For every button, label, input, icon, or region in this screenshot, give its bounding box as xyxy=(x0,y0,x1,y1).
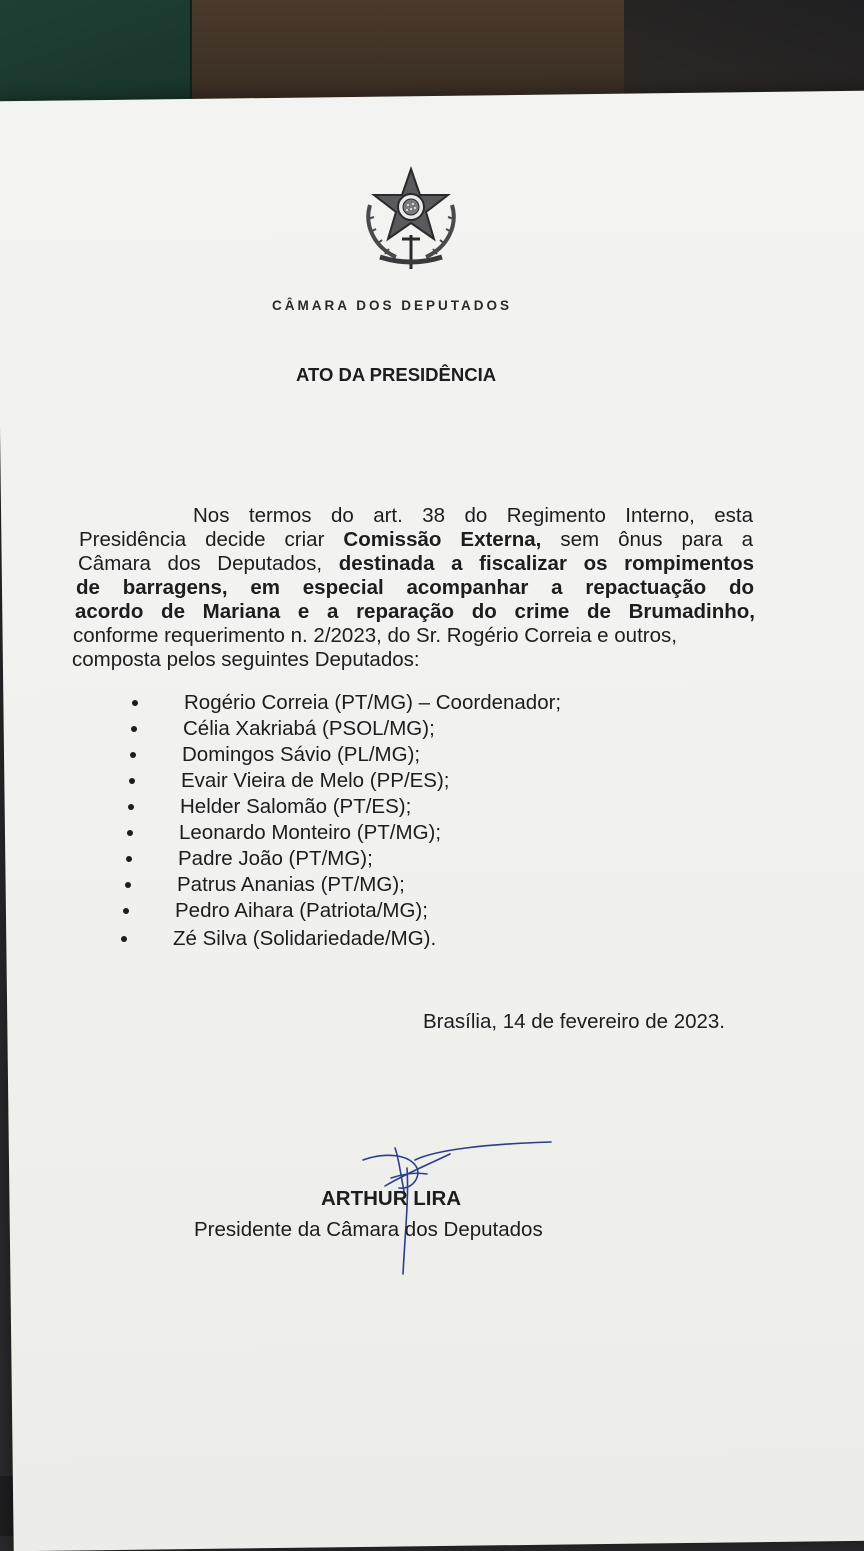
member-list-item: Pedro Aihara (Patriota/MG); xyxy=(175,899,428,923)
bullet-icon xyxy=(128,804,134,810)
member-list-item: Rogério Correia (PT/MG) – Coordenador; xyxy=(184,691,561,715)
member-list-item: Domingos Sávio (PL/MG); xyxy=(182,743,420,767)
member-list-item: Evair Vieira de Melo (PP/ES); xyxy=(181,769,450,793)
bullet-icon xyxy=(125,882,131,888)
member-list-item: Patrus Ananias (PT/MG); xyxy=(177,873,405,897)
paragraph-line-2: Presidência decide criar Comissão Externa, sem ônus para a xyxy=(79,528,753,551)
paragraph-line-5: acordo de Mariana e a reparação do crime de Brumadinho, xyxy=(75,600,755,623)
date-line: Brasília, 14 de fevereiro de 2023. xyxy=(423,1010,725,1033)
member-list-item: Helder Salomão (PT/ES); xyxy=(180,795,411,819)
paragraph-line-7: composta pelos seguintes Deputados: xyxy=(72,648,420,671)
act-title: ATO DA PRESIDÊNCIA xyxy=(296,364,497,385)
paragraph-line-4: de barragens, em especial acompanhar a repactuação do xyxy=(76,576,754,599)
institution-name: CÂMARA DOS DEPUTADOS xyxy=(272,298,513,313)
signatory-name: ARTHUR LIRA xyxy=(321,1187,462,1210)
paragraph-line-1: Nos termos do art. 38 do Regimento Interno, esta xyxy=(193,504,753,527)
member-list-item: Leonardo Monteiro (PT/MG); xyxy=(179,821,441,845)
bullet-icon xyxy=(131,726,137,732)
paragraph-line-3: Câmara dos Deputados, destinada a fiscalizar os rompimentos xyxy=(78,552,754,575)
member-list-item: Célia Xakriabá (PSOL/MG); xyxy=(183,717,435,741)
member-list-item: Padre João (PT/MG); xyxy=(178,847,373,871)
bullet-icon xyxy=(126,856,132,862)
bullet-icon xyxy=(123,908,129,914)
bullet-icon xyxy=(129,778,135,784)
bullet-icon xyxy=(121,936,127,942)
bullet-icon xyxy=(127,830,133,836)
bullet-icon xyxy=(132,700,138,706)
coat-of-arms-icon xyxy=(358,165,464,273)
signatory-role: Presidente da Câmara dos Deputados xyxy=(194,1218,543,1241)
paragraph-line-6: conforme requerimento n. 2/2023, do Sr. Rogério Correia e outros, xyxy=(73,624,677,647)
member-list-item: Zé Silva (Solidariedade/MG). xyxy=(173,927,436,951)
bullet-icon xyxy=(130,752,136,758)
